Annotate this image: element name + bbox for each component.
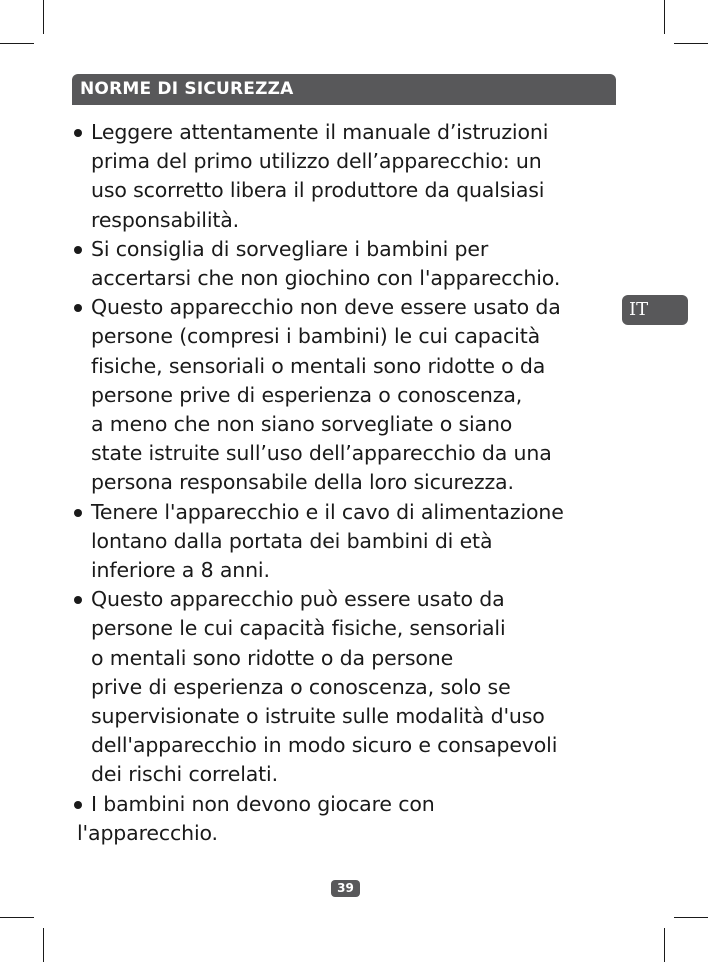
list-item-text: Questo apparecchio può essere usato da persone le cui capacità fisiche, sensoriali o mentali sono ridotte o da persone prive di esperienza o conoscenza, solo se supervisionate o istruite sulle modalità d'uso dell'apparecchio in modo sicuro e consapevoli dei rischi correlati. — [91, 587, 558, 787]
bullet-icon — [74, 246, 82, 254]
list-item-text: Questo apparecchio non deve essere usato da persone (compresi i bambini) le cui capacità fisiche, sensoriali o mentali sono ridotte o da persone prive di esperienza o conoscenza, a meno che non siano sorvegliate o siano state istruite sull’uso dell’apparecchio da una persona responsabile della loro sicurezza. — [91, 295, 561, 495]
bullet-icon — [74, 509, 82, 517]
section-title: NORME DI SICUREZZA — [72, 74, 616, 105]
bullet-icon — [74, 801, 82, 809]
bullet-icon — [74, 129, 82, 137]
crop-mark-bottom-left-horizontal — [0, 917, 34, 918]
list-item — [72, 293, 624, 497]
crop-mark-bottom-right-vertical — [664, 928, 665, 962]
list-item-text: I bambini non devono giocare con l'apparecchio. — [77, 791, 435, 845]
crop-mark-bottom-left-vertical — [43, 928, 44, 962]
crop-mark-bottom-right-horizontal — [674, 917, 708, 918]
list-item — [72, 498, 624, 586]
bullet-icon — [74, 304, 82, 312]
language-tab: IT — [622, 295, 688, 325]
page-number: 39 — [331, 880, 360, 897]
bullet-icon — [74, 596, 82, 604]
crop-mark-top-right-vertical — [664, 0, 665, 34]
safety-instructions-list — [72, 118, 624, 848]
list-item-text: Leggere attentamente il manuale d’istruzioni prima del primo utilizzo dell’apparecchio: un uso scorretto libera il produttore da qualsiasi responsabilità. — [91, 120, 549, 232]
list-item — [72, 118, 624, 235]
list-item-text: Si consiglia di sorvegliare i bambini per accertarsi che non giochino con l'apparecchio. — [91, 236, 561, 291]
list-item-text: Tenere l'apparecchio e il cavo di alimentazione lontano dalla portata dei bambini di età inferiore a 8 anni. — [91, 499, 564, 583]
list-item — [72, 585, 624, 789]
crop-mark-top-right-horizontal — [674, 43, 708, 44]
list-item — [72, 790, 624, 848]
crop-mark-top-left-horizontal — [0, 43, 34, 44]
list-item — [72, 235, 624, 293]
crop-mark-top-left-vertical — [43, 0, 44, 34]
